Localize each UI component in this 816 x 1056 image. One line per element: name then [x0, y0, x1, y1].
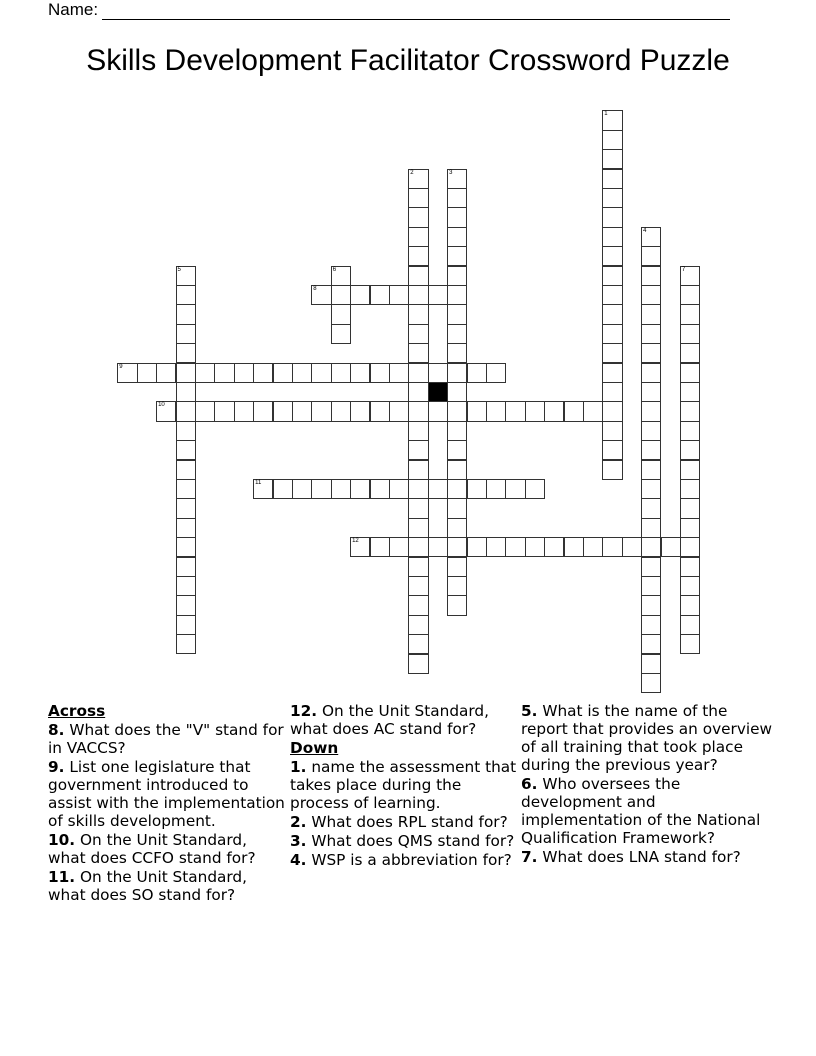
grid-cell[interactable]: [176, 518, 196, 538]
grid-cell[interactable]: [408, 615, 428, 635]
grid-cell[interactable]: [408, 169, 428, 189]
grid-cell[interactable]: [680, 324, 700, 344]
grid-cell[interactable]: [331, 479, 351, 499]
grid-cell[interactable]: [195, 401, 215, 421]
grid-cell[interactable]: [408, 246, 428, 266]
grid-cell[interactable]: [641, 343, 661, 363]
grid-cell[interactable]: [622, 537, 642, 557]
grid-cell[interactable]: [447, 479, 467, 499]
clue-number: 2: [410, 169, 414, 176]
grid-cell[interactable]: [176, 498, 196, 518]
grid-cell[interactable]: [486, 537, 506, 557]
grid-cell[interactable]: [544, 537, 564, 557]
grid-cell[interactable]: [447, 460, 467, 480]
grid-cell[interactable]: [602, 130, 622, 150]
clue-across-12: 12. On the Unit Standard, what does AC stand for?: [290, 702, 490, 738]
grid-cell[interactable]: [428, 479, 448, 499]
grid-cell[interactable]: [680, 460, 700, 480]
grid-cell[interactable]: [408, 285, 428, 305]
grid-cell[interactable]: [525, 401, 545, 421]
grid-cell[interactable]: [680, 576, 700, 596]
grid-cell[interactable]: [680, 382, 700, 402]
grid-cell[interactable]: [641, 537, 661, 557]
grid-cell[interactable]: [505, 537, 525, 557]
grid-cell[interactable]: [331, 363, 351, 383]
grid-cell[interactable]: [350, 285, 370, 305]
grid-cell[interactable]: [370, 363, 390, 383]
grid-cell[interactable]: [447, 421, 467, 441]
grid-cell[interactable]: [447, 169, 467, 189]
grid-cell[interactable]: [641, 246, 661, 266]
page-title: Skills Development Facilitator Crossword Puzzle: [86, 44, 730, 77]
grid-cell[interactable]: [602, 304, 622, 324]
grid-cell[interactable]: [331, 304, 351, 324]
clue-number: 7: [681, 266, 686, 273]
grid-cell[interactable]: [641, 654, 661, 674]
grid-cell[interactable]: [447, 440, 467, 460]
grid-cell[interactable]: [370, 401, 390, 421]
grid-cell[interactable]: [641, 460, 661, 480]
grid-cell[interactable]: [176, 363, 196, 383]
grid-cell[interactable]: [525, 537, 545, 557]
grid-cell[interactable]: [680, 537, 700, 557]
grid-cell[interactable]: [447, 518, 467, 538]
grid-cell[interactable]: [253, 363, 273, 383]
grid-cell[interactable]: [602, 421, 622, 441]
grid-cell[interactable]: [467, 401, 487, 421]
grid-cell[interactable]: [680, 518, 700, 538]
grid-cell[interactable]: [447, 343, 467, 363]
grid-cell[interactable]: [311, 479, 331, 499]
grid-cell[interactable]: [680, 304, 700, 324]
clue-down-2: 2. What does RPL stand for?: [290, 813, 508, 831]
grid-cell[interactable]: [176, 343, 196, 363]
grid-cell[interactable]: [641, 266, 661, 286]
grid-cell[interactable]: [447, 285, 467, 305]
grid-cell[interactable]: [408, 207, 428, 227]
grid-cell[interactable]: [176, 304, 196, 324]
grid-cell[interactable]: [428, 537, 448, 557]
grid-cell[interactable]: [156, 401, 176, 421]
grid-cell[interactable]: [117, 363, 137, 383]
clue-down-3: 3. What does QMS stand for?: [290, 832, 515, 850]
clue-across-11: 11. On the Unit Standard, what does SO stand for?: [48, 868, 248, 904]
grid-cell[interactable]: [292, 363, 312, 383]
grid-cell[interactable]: [176, 440, 196, 460]
grid-cell[interactable]: [253, 479, 273, 499]
grid-cell[interactable]: [273, 479, 293, 499]
grid-cell[interactable]: [641, 304, 661, 324]
clue-number: 8: [313, 285, 317, 292]
grid-cell[interactable]: [680, 634, 700, 654]
grid-cell[interactable]: [505, 401, 525, 421]
grid-cell[interactable]: [176, 421, 196, 441]
grid-cell[interactable]: [661, 537, 681, 557]
grid-cell[interactable]: [583, 401, 603, 421]
grid-cell[interactable]: [176, 576, 196, 596]
grid-cell[interactable]: [680, 363, 700, 383]
grid-cell[interactable]: [680, 557, 700, 577]
grid-cell[interactable]: [564, 537, 584, 557]
grid-cell[interactable]: [602, 149, 622, 169]
grid-cell[interactable]: [195, 363, 215, 383]
grid-cell[interactable]: [176, 401, 196, 421]
grid-cell[interactable]: [176, 266, 196, 286]
grid-cell[interactable]: [447, 557, 467, 577]
grid-cell[interactable]: [447, 537, 467, 557]
grid-cell[interactable]: [408, 304, 428, 324]
grid-cell[interactable]: [292, 401, 312, 421]
grid-cell[interactable]: [408, 479, 428, 499]
grid-cell[interactable]: [602, 401, 622, 421]
grid-cell[interactable]: [311, 363, 331, 383]
grid-cell[interactable]: [311, 401, 331, 421]
down-header: Down: [290, 739, 339, 757]
grid-cell[interactable]: [214, 401, 234, 421]
grid-cell[interactable]: [602, 537, 622, 557]
clue-across-9: 9. List one legislature that government introduced to assist with the implementation of skills development.: [48, 758, 285, 830]
grid-cell[interactable]: [602, 382, 622, 402]
grid-cell[interactable]: [447, 188, 467, 208]
grid-cell[interactable]: [408, 382, 428, 402]
grid-cell[interactable]: [428, 363, 448, 383]
grid-cell[interactable]: [408, 518, 428, 538]
grid-cell[interactable]: [602, 246, 622, 266]
grid-cell[interactable]: [408, 440, 428, 460]
grid-cell[interactable]: [176, 615, 196, 635]
grid-cell[interactable]: [680, 498, 700, 518]
grid-cell[interactable]: [447, 266, 467, 286]
grid-cell[interactable]: [583, 537, 603, 557]
grid-cell[interactable]: [602, 460, 622, 480]
grid-cell[interactable]: [176, 285, 196, 305]
grid-cell[interactable]: [408, 498, 428, 518]
grid-cell[interactable]: [447, 304, 467, 324]
grid-cell[interactable]: [156, 363, 176, 383]
clue-number: 5: [177, 266, 181, 273]
grid-cell[interactable]: [408, 188, 428, 208]
grid-cell[interactable]: [273, 363, 293, 383]
clues-column-1: [48, 702, 286, 905]
grid-cell[interactable]: [447, 382, 467, 402]
grid-cell[interactable]: [408, 266, 428, 286]
grid-cell[interactable]: [680, 479, 700, 499]
grid-cell[interactable]: [641, 498, 661, 518]
grid-cell[interactable]: [602, 169, 622, 189]
clue-number: 9: [119, 363, 123, 370]
grid-cell[interactable]: [447, 401, 467, 421]
grid-cell[interactable]: [389, 285, 409, 305]
name-label: Name:: [48, 0, 99, 19]
grid-cell[interactable]: [641, 285, 661, 305]
grid-cell[interactable]: [428, 401, 448, 421]
grid-cell[interactable]: [486, 479, 506, 499]
grid-cell[interactable]: [447, 595, 467, 615]
grid-cell[interactable]: [680, 595, 700, 615]
grid-cell[interactable]: [370, 285, 390, 305]
grid-cell[interactable]: [467, 363, 487, 383]
grid-cell[interactable]: [467, 479, 487, 499]
clue-number: 6: [332, 266, 337, 273]
grid-cell[interactable]: [564, 401, 584, 421]
grid-cell[interactable]: [331, 324, 351, 344]
grid-cell[interactable]: [408, 576, 428, 596]
grid-cell[interactable]: [641, 401, 661, 421]
grid-cell[interactable]: [311, 285, 331, 305]
grid-cell[interactable]: [389, 363, 409, 383]
grid-cell[interactable]: [447, 324, 467, 344]
grid-cell[interactable]: [253, 401, 273, 421]
clues-column-2: [290, 702, 522, 870]
grid-cell[interactable]: [447, 363, 467, 383]
grid-cell[interactable]: [370, 479, 390, 499]
grid-cell[interactable]: [292, 479, 312, 499]
black-square: [428, 382, 448, 402]
grid-cell[interactable]: [641, 324, 661, 344]
grid-cell[interactable]: [176, 537, 196, 557]
grid-cell[interactable]: [602, 227, 622, 247]
grid-cell[interactable]: [602, 440, 622, 460]
clues-column-3: [521, 702, 773, 867]
clue-down-5: 5. What is the name of the report that provides an overview of all training that took place during the previous year?: [521, 702, 773, 774]
grid-cell[interactable]: [350, 363, 370, 383]
grid-cell[interactable]: [641, 634, 661, 654]
grid-cell[interactable]: [234, 363, 254, 383]
grid-cell[interactable]: [176, 460, 196, 480]
clue-number: 11: [255, 479, 262, 486]
grid-cell[interactable]: [525, 479, 545, 499]
grid-cell[interactable]: [602, 324, 622, 344]
grid-cell[interactable]: [408, 654, 428, 674]
grid-cell[interactable]: [331, 266, 351, 286]
grid-cell[interactable]: [602, 363, 622, 383]
clue-number: 12: [352, 538, 359, 545]
grid-cell[interactable]: [428, 285, 448, 305]
grid-cell[interactable]: [602, 110, 622, 130]
grid-cell[interactable]: [641, 440, 661, 460]
grid-cell[interactable]: [447, 227, 467, 247]
grid-cell[interactable]: [602, 266, 622, 286]
grid-cell[interactable]: [544, 401, 564, 421]
grid-cell[interactable]: [350, 401, 370, 421]
grid-cell[interactable]: [447, 246, 467, 266]
grid-cell[interactable]: [680, 440, 700, 460]
grid-cell[interactable]: [602, 207, 622, 227]
grid-cell[interactable]: [467, 537, 487, 557]
grid-cell[interactable]: [641, 615, 661, 635]
grid-cell[interactable]: [641, 518, 661, 538]
grid-cell[interactable]: [408, 343, 428, 363]
grid-cell[interactable]: [273, 401, 293, 421]
grid-cell[interactable]: [680, 401, 700, 421]
grid-cell[interactable]: [641, 595, 661, 615]
grid-cell[interactable]: [389, 479, 409, 499]
clue-number: 4: [643, 227, 647, 234]
grid-cell[interactable]: [641, 227, 661, 247]
across-header: Across: [48, 702, 106, 720]
grid-cell[interactable]: [486, 363, 506, 383]
clue-number: 10: [158, 402, 165, 409]
grid-cell[interactable]: [680, 285, 700, 305]
grid-cell[interactable]: [505, 479, 525, 499]
grid-cell[interactable]: [602, 188, 622, 208]
grid-cell[interactable]: [641, 382, 661, 402]
clue-down-7: 7. What does LNA stand for?: [521, 848, 741, 866]
grid-cell[interactable]: [331, 285, 351, 305]
grid-cell[interactable]: [176, 382, 196, 402]
grid-cell[interactable]: [408, 421, 428, 441]
grid-cell[interactable]: [408, 557, 428, 577]
clue-across-8: 8. What does the "V" stand for in VACCS?: [48, 721, 284, 757]
grid-cell[interactable]: [176, 324, 196, 344]
grid-cell[interactable]: [447, 207, 467, 227]
grid-cell[interactable]: [680, 421, 700, 441]
grid-cell[interactable]: [408, 227, 428, 247]
grid-cell[interactable]: [641, 673, 661, 693]
grid-cell[interactable]: [350, 479, 370, 499]
grid-cell[interactable]: [176, 595, 196, 615]
grid-cell[interactable]: [680, 266, 700, 286]
grid-cell[interactable]: [176, 479, 196, 499]
grid-cell[interactable]: [641, 421, 661, 441]
grid-cell[interactable]: [680, 343, 700, 363]
grid-cell[interactable]: [350, 537, 370, 557]
grid-cell[interactable]: [408, 324, 428, 344]
grid-cell[interactable]: [234, 401, 254, 421]
grid-cell[interactable]: [408, 595, 428, 615]
grid-cell[interactable]: [408, 401, 428, 421]
grid-cell[interactable]: [408, 537, 428, 557]
grid-cell[interactable]: [641, 557, 661, 577]
clue-down-1: 1. name the assessment that takes place during the process of learning.: [290, 758, 517, 812]
grid-cell[interactable]: [370, 537, 390, 557]
grid-cell[interactable]: [602, 343, 622, 363]
grid-cell[interactable]: [641, 363, 661, 383]
clue-number: 3: [449, 169, 453, 176]
grid-cell[interactable]: [486, 401, 506, 421]
grid-cell[interactable]: [447, 498, 467, 518]
grid-cell[interactable]: [137, 363, 157, 383]
grid-cell[interactable]: [447, 576, 467, 596]
grid-cell[interactable]: [331, 401, 351, 421]
grid-cell[interactable]: [389, 537, 409, 557]
grid-cell[interactable]: [408, 460, 428, 480]
clue-number: 1: [604, 111, 608, 118]
grid-cell[interactable]: [680, 615, 700, 635]
grid-cell[interactable]: [641, 479, 661, 499]
grid-cell[interactable]: [408, 634, 428, 654]
clue-down-6: 6. Who oversees the development and implementation of the National Qualification Framework?: [521, 775, 761, 847]
grid-cell[interactable]: [602, 285, 622, 305]
grid-cell[interactable]: [214, 363, 234, 383]
clue-across-10: 10. On the Unit Standard, what does CCFO stand for?: [48, 831, 256, 867]
grid-cell[interactable]: [389, 401, 409, 421]
grid-cell[interactable]: [641, 576, 661, 596]
grid-cell[interactable]: [408, 363, 428, 383]
grid-cell[interactable]: [176, 634, 196, 654]
clue-down-4: 4. WSP is a abbreviation for?: [290, 851, 512, 869]
grid-cell[interactable]: [176, 557, 196, 577]
